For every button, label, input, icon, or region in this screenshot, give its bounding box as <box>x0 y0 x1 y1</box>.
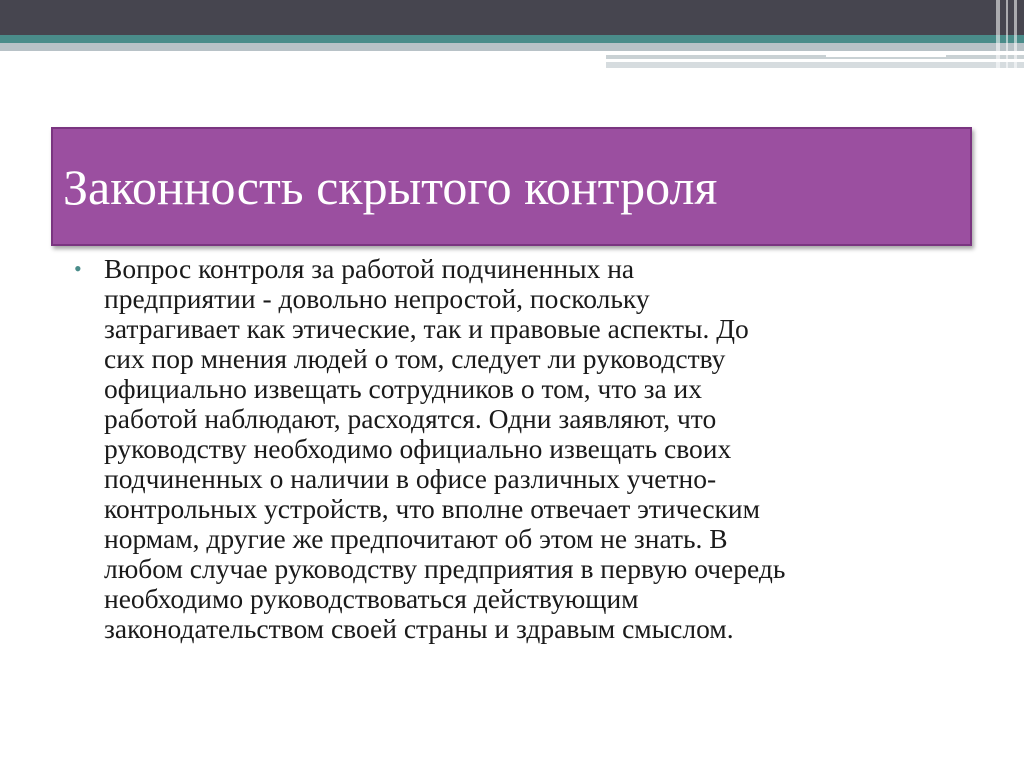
header-accent-bar <box>1006 0 1008 72</box>
bullet-line: контрольных устройств, что вполне отвечает этическим <box>104 493 761 524</box>
bullet-line: официально извещать сотрудников о том, что за их <box>104 373 703 404</box>
bullet-line: Вопрос контроля за работой подчиненных на <box>104 253 635 284</box>
header-band-grey <box>0 43 1024 51</box>
bullet-line: затрагивает как этические, так и правовые аспекты. До <box>104 313 749 344</box>
bullet-line: нормам, другие же предпочитают об этом не знать. В <box>104 523 728 554</box>
header-accent-bar <box>996 0 1000 72</box>
bullet-line: любом случае руководству предприятия в первую очередь <box>104 553 786 584</box>
bullet-line: предприятии - довольно непростой, поскольку <box>104 283 650 314</box>
bullet-line: сих пор мнения людей о том, следует ли руководству <box>104 343 726 374</box>
header-band-dark <box>0 0 1024 35</box>
bullet-text <box>104 254 974 644</box>
bullet-line: руководству необходимо официально извещать своих <box>104 433 732 464</box>
bullet-icon: • <box>74 256 82 281</box>
bullet-item <box>74 254 974 644</box>
header-accent-line <box>606 55 1024 59</box>
slide-title-box <box>51 127 972 246</box>
slide-body <box>74 254 974 644</box>
header-accent-line <box>826 55 946 57</box>
header-accent-bar <box>1014 0 1017 72</box>
header-band-teal <box>0 35 1024 43</box>
bullet-line: необходимо руководствоваться действующим <box>104 583 639 614</box>
slide-title: Законность скрытого контроля <box>63 159 718 215</box>
bullet-line: подчиненных о наличии в офисе различных учетно- <box>104 463 717 494</box>
header-accent-line <box>606 62 1024 68</box>
bullet-line: работой наблюдают, расходятся. Одни заявляют, что <box>104 403 717 434</box>
bullet-line: законодательством своей страны и здравым смыслом. <box>104 613 734 644</box>
